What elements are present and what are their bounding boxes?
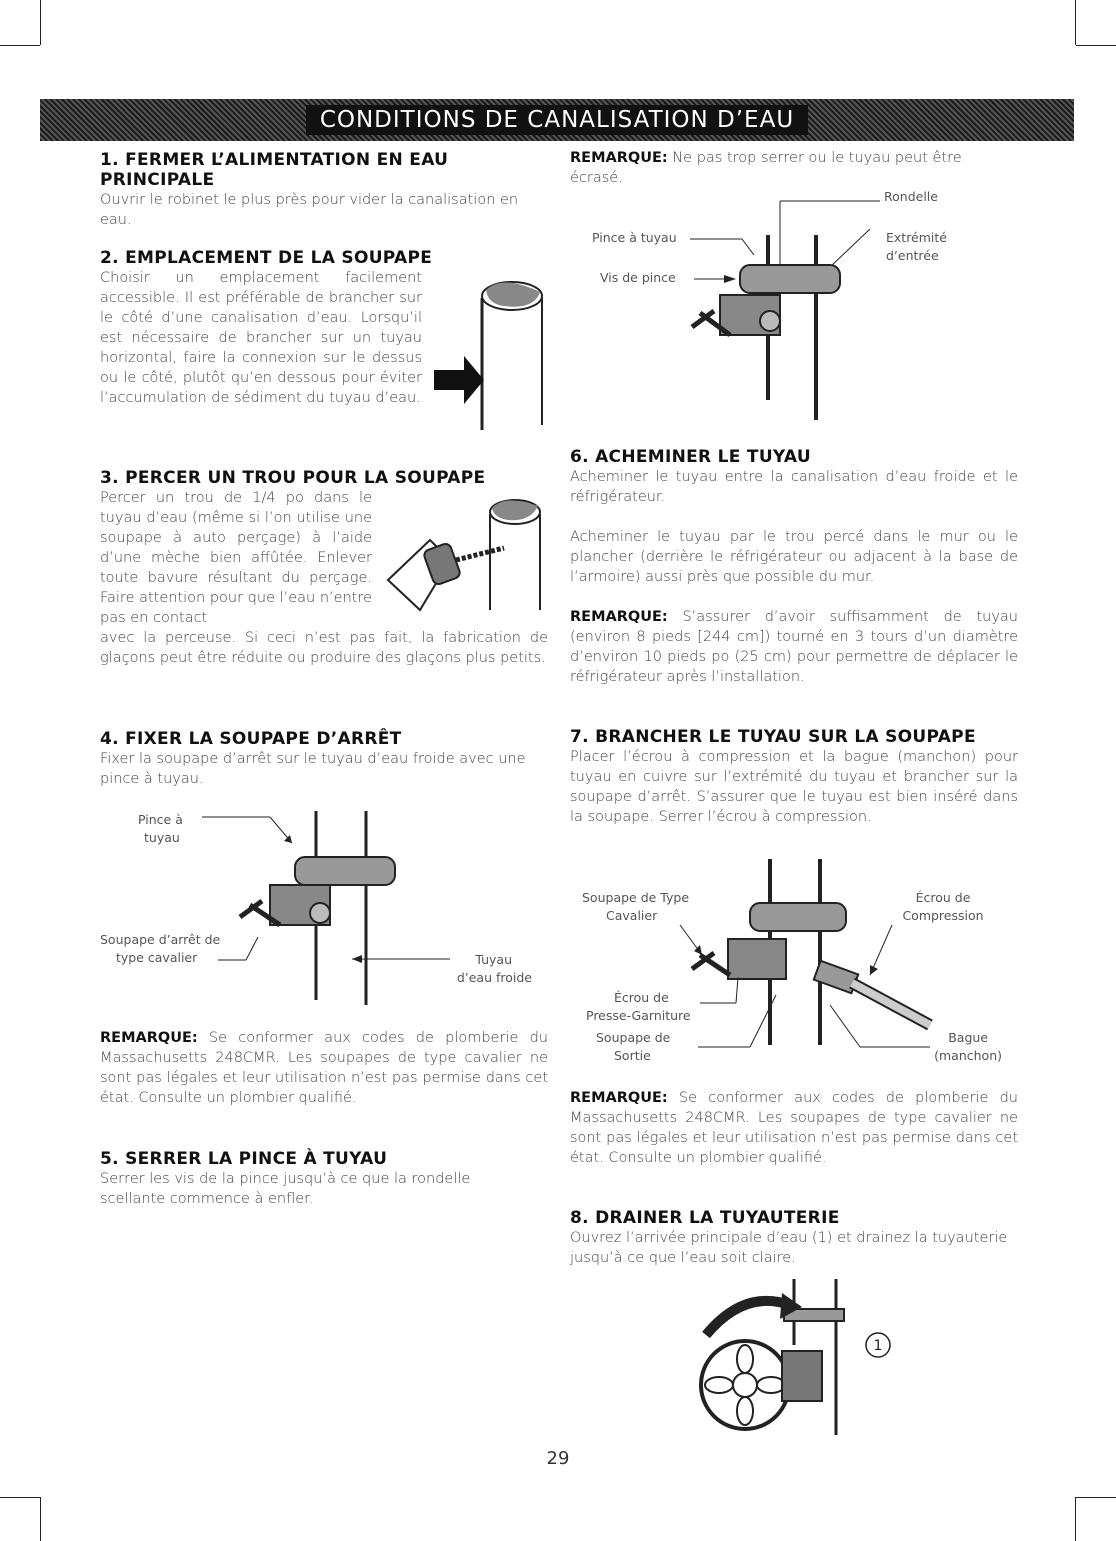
section-6-title: 6. ACHEMINER LE TUYAU <box>570 447 811 467</box>
remark-text: Se conformer aux codes de plomberie du Massachusetts 248CMR. Les soupapes de type cavalier ne sont pas légales et leur utilisation n’est pas permise dans cet état. Consulte un plombier qualifié. <box>100 1030 548 1106</box>
section-3-title: 3. PERCER UN TROU POUR LA SOUPAPE <box>100 468 486 488</box>
section-1 <box>100 150 548 230</box>
drill-illustration <box>380 490 550 620</box>
label-rondelle: Rondelle <box>884 189 938 204</box>
remark-text: Ne pas trop serrer ou le tuyau peut être écrasé. <box>570 150 962 186</box>
section-8 <box>570 1208 1018 1268</box>
crop-mark <box>1075 1497 1076 1541</box>
section-7-remark <box>570 1088 1018 1168</box>
section-5-body: Serrer les vis de la pince jusqu’à ce que la rondelle scellante commence à enfler. <box>100 1171 471 1207</box>
section-5 <box>100 1149 548 1209</box>
section-7-title: 7. BRANCHER LE TUYAU SUR LA SOUPAPE <box>570 727 976 747</box>
valve-clamp-illustration <box>200 805 470 1010</box>
section-3-body-bottom: avec la perceuse. Si ceci n’est pas fait, la fabrication de glaçons peut être réduite ou produire des glaçons plus petits. <box>100 630 548 666</box>
section-banner <box>40 99 1074 141</box>
crop-mark <box>1076 45 1116 46</box>
crop-mark <box>40 0 41 45</box>
crop-mark <box>40 1497 41 1541</box>
section-4-body: Fixer la soupape d’arrêt sur le tuyau d’eau froide avec une pince à tuyau. <box>100 751 526 787</box>
remark-text: Se conformer aux codes de plomberie du Massachusetts 248CMR. Les soupapes de type cavalier ne sont pas légales et leur utilisation n’est pas permise dans cet état. Consulte un plombier qualifié. <box>570 1090 1018 1166</box>
pipe-illustration <box>430 270 560 440</box>
section-2-title: 2. EMPLACEMENT DE LA SOUPAPE <box>100 248 433 268</box>
section-2-body: Choisir un emplacement facilement accessible. Il est préférable de brancher sur le côté d’une canalisation d’eau. Lorsqu’il est nécessaire de brancher sur un tuyau horizontal, faire la connexion sur le dessus ou le côté, plutôt qu’en dessous pour éviter l’accumulation de sédiment du tuyau d’eau. <box>100 270 422 406</box>
remark-label: REMARQUE: <box>570 1090 668 1106</box>
compression-fitting-illustration <box>680 855 940 1055</box>
remark-label: REMARQUE: <box>570 150 668 166</box>
label-bague-manchon: Bague (manchon) <box>934 1030 1002 1063</box>
section-3-body-top: Percer un trou de 1/4 po dans le tuyau d’eau (même si l’on utilise une soupape à auto perçage) à l’aide d’une mèche bien affûtée. Enlever toute bavure résultant du perçage. Faire attention pour que l’eau n’entre pas en contact <box>100 490 373 626</box>
section-8-body: Ouvrez l’arrivée principale d’eau (1) et drainez la tuyauterie jusqu’à ce que l’eau soit claire. <box>570 1230 1008 1266</box>
remark-label: REMARQUE: <box>570 609 668 625</box>
section-6-p1: Acheminer le tuyau entre la canalisation d’eau froide et le réfrigérateur. <box>570 469 1018 505</box>
remark-label: REMARQUE: <box>100 1030 198 1046</box>
crop-mark <box>0 45 40 46</box>
section-1-body: Ouvrir le robinet le plus près pour vider la canalisation en eau. <box>100 192 519 228</box>
section-6 <box>570 447 1018 687</box>
label-pince-tuyau-top: Pince à tuyau <box>592 230 677 245</box>
label-extremite-entree: Extrémité d’entrée <box>886 230 947 263</box>
top-remark <box>570 148 1018 188</box>
section-4 <box>100 729 548 789</box>
clamp-closeup-illustration <box>680 195 890 425</box>
section-6-remark <box>570 607 1018 687</box>
section-7-body: Placer l’écrou à compression et la bague (manchon) pour tuyau en cuivre sur l’extrémité du tuyau et brancher sur la soupape d’arrêt. S’assurer que le tuyau est bien inséré dans la soupape. Serrer l’écrou à compression. <box>570 749 1018 825</box>
crop-mark <box>1076 1497 1116 1498</box>
section-8-title: 8. DRAINER LA TUYAUTERIE <box>570 1208 840 1228</box>
page-number: 29 <box>546 1448 570 1469</box>
label-ecrou-presse-garniture: Écrou de Presse-Garniture <box>586 990 691 1023</box>
label-tuyau-eau-froide: Tuyau d’eau froide <box>456 952 532 985</box>
section-5-title: 5. SERRER LA PINCE À TUYAU <box>100 1149 388 1169</box>
section-4-remark <box>100 1028 548 1108</box>
label-soupape-type-cavalier: Soupape de Type Cavalier <box>582 890 690 923</box>
label-ecrou-compression: Écrou de Compression <box>902 890 984 923</box>
label-soupape-cavalier: Soupape d’arrêt de type cavalier <box>100 932 221 965</box>
section-4-title: 4. FIXER LA SOUPAPE D’ARRÊT <box>100 729 402 749</box>
crop-mark <box>1075 0 1076 45</box>
section-1-title: 1. FERMER L’ALIMENTATION EN EAU PRINCIPALE <box>100 150 449 190</box>
label-vis-pince: Vis de pince <box>600 270 676 285</box>
label-soupape-sortie: Soupape de Sortie <box>596 1030 671 1063</box>
section-6-p2: Acheminer le tuyau par le trou percé dans le mur ou le plancher (derrière le réfrigérateur ou adjacent à la base de l’armoire) aussi près que possible du mur. <box>570 529 1018 585</box>
label-pince-tuyau: Pince à tuyau <box>138 812 183 845</box>
callout-number: 1 <box>873 1338 883 1354</box>
remark-text: S’assurer d’avoir suffisamment de tuyau (environ 8 pieds [244 cm]) tourné en 3 tours d’un diamètre d’environ 10 pieds po (25 cm) pour permettre de déplacer le réfrigérateur après l’installation. <box>570 609 1018 685</box>
crop-mark <box>0 1497 40 1498</box>
main-valve-illustration <box>690 1275 920 1445</box>
section-7 <box>570 727 1018 827</box>
banner-title: CONDITIONS DE CANALISATION D’EAU <box>306 105 808 135</box>
